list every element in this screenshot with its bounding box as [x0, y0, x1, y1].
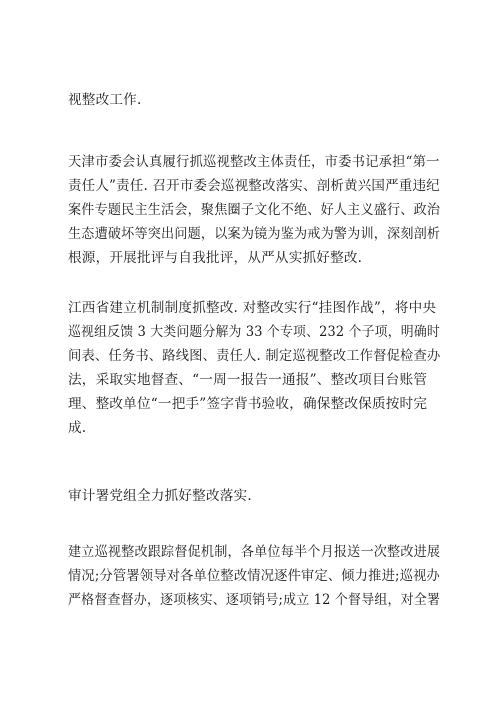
- text-line: 视整改工作.: [68, 92, 142, 108]
- text-line: 江西省建立机制制度抓整改. 对整改实行“挂图作战”，将中央: [68, 300, 437, 316]
- text-line: 案件专题民主生活会，聚焦圈子文化不绝、好人主义盛行、政治: [68, 202, 441, 218]
- text-line: 情况;分管署领导对各单位整改情况逐件审定、倾力推进;巡视办: [68, 568, 440, 584]
- paragraph-tianjin: [68, 150, 440, 270]
- text-line: 成.: [68, 420, 87, 436]
- text-line: 间表、任务书、路线图、责任人. 制定巡视整改工作督促检查办: [68, 348, 441, 364]
- text-line: 审计署党组全力抓好整改落实.: [68, 488, 252, 504]
- paragraph-audit-body: [68, 540, 440, 612]
- paragraph-audit-heading: [68, 484, 440, 508]
- text-line: 严格督查督办，逐项核实、逐项销号;成立 12 个督导组，对全署: [68, 592, 441, 608]
- text-line: 责任人”责任. 召开市委会巡视整改落实、剖析黄兴国严重违纪: [68, 178, 440, 194]
- paragraph-intro: [68, 88, 440, 112]
- paragraph-jiangxi: [68, 296, 440, 440]
- text-line: 巡视组反馈 3 大类问题分解为 33 个专项、232 个子项，明确时: [68, 324, 440, 340]
- text-line: 理、整改单位“一把手”签字背书验收，确保整改保质按时完: [68, 396, 428, 412]
- text-line: 根源，开展批评与自我批评，从严从实抓好整改.: [68, 250, 363, 266]
- text-line: 天津市委会认真履行抓巡视整改主体责任，市委书记承担“第一: [68, 154, 440, 170]
- text-line: 法，采取实地督查、“一周一报告一通报”、整改项目台账管: [68, 372, 428, 388]
- text-line: 生态遭破坏等突出问题，以案为镜为鉴为戒为警为训，深刻剖析: [68, 226, 441, 242]
- text-line: 建立巡视整改跟踪督促机制，各单位每半个月报送一次整改进展: [68, 544, 441, 560]
